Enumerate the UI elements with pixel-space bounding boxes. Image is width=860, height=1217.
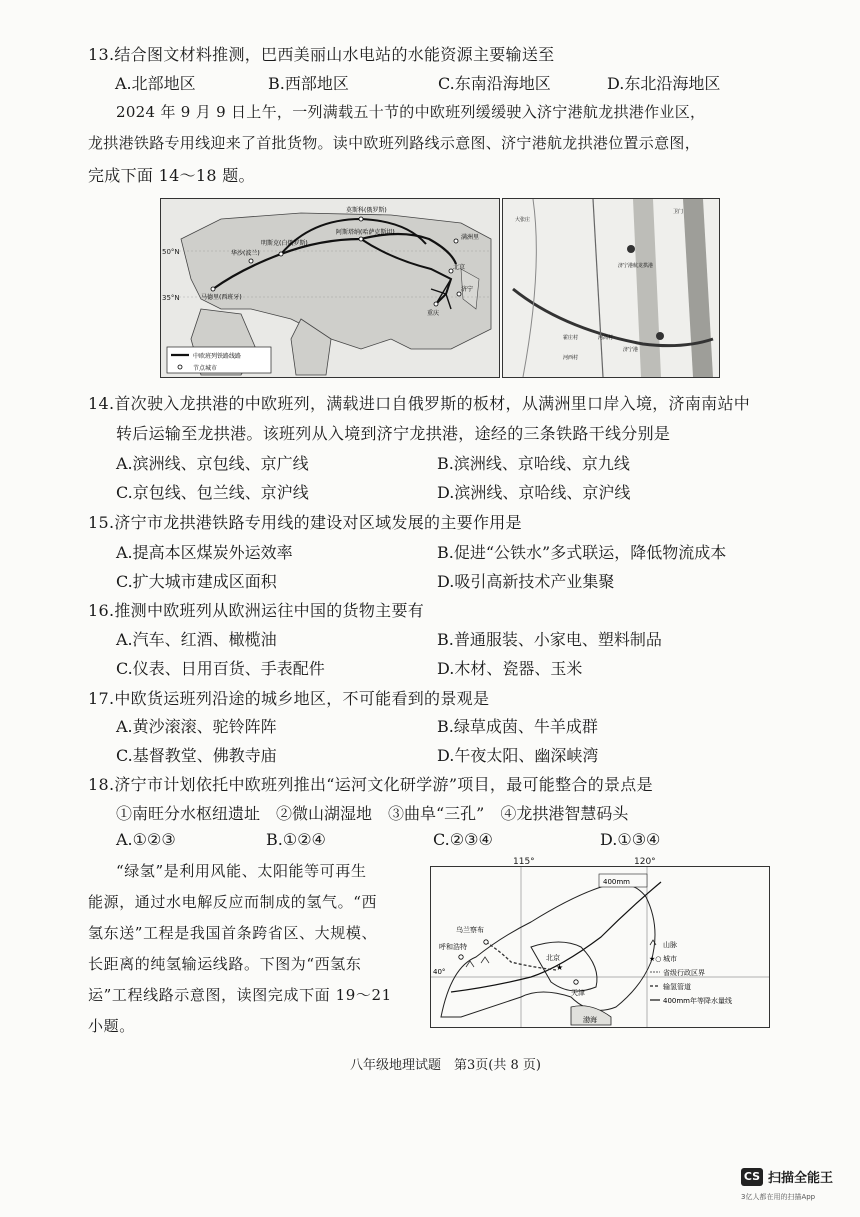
city-minsk: 明斯克(白俄罗斯) (261, 240, 308, 247)
lat-50n-label: 50°N (162, 248, 180, 256)
label-hegao: 河高村 (598, 335, 614, 341)
sea-bohai: 渤海 (583, 1016, 597, 1024)
q18-stem: 18.济宁市计划依托中欧班列推出“运河文化研学游”项目，最可能整合的景点是 (88, 775, 653, 794)
longgong-port-map (502, 198, 720, 378)
camscanner-name: 扫描全能王 (768, 1171, 834, 1186)
q18-option-b: B.①②④ (266, 830, 326, 849)
q14-option-a: A.滨洲线、京包线、京广线 (116, 454, 309, 473)
legend-hydrogen-pipeline: 输氢管道 (663, 983, 691, 991)
q14-option-d: D.滨洲线、京哈线、京沪线 (437, 483, 631, 502)
q13-option-b: B.西部地区 (268, 74, 349, 93)
lat-40-label: 40° (433, 968, 446, 976)
map3-lon120: 120° (634, 857, 656, 867)
hydrogen-pipeline-map (430, 866, 770, 1028)
label-huozhuang: 霍庄村 (563, 335, 579, 341)
q13-option-a: A.北部地区 (115, 74, 196, 93)
q18-option-a: A.①②③ (116, 830, 176, 849)
legend-isohyet: 400mm年等降水量线 (663, 997, 732, 1005)
label-weimen: 卫门 (673, 209, 684, 215)
passage1-line3: 完成下面 14～18 题。 (88, 166, 255, 185)
lat-35n-label: 35°N (162, 294, 180, 302)
page-footer: 八年级地理试题 第3页(共 8 页) (350, 1058, 541, 1073)
city-ulanqab: 乌兰察布 (456, 926, 484, 934)
q18-items: ①南旺分水枢纽遗址 ②微山湖湿地 ③曲阜“三孔” ④龙拱港智慧码头 (116, 804, 629, 823)
q16-option-a: A.汽车、红酒、橄榄油 (116, 630, 277, 649)
q13-stem: 13.结合图文材料推测，巴西美丽山水电站的水能资源主要输送至 (88, 45, 555, 64)
city-beijing: 北京 (453, 264, 466, 271)
passage1-line1: 2024 年 9 月 9 日上午，一列满载五十节的中欧班列缓缓驶入济宁港航龙拱港作业区， (116, 103, 706, 121)
china-europe-railway-map (160, 198, 500, 378)
legend-route-label: 中欧班列铁路线路 (193, 353, 242, 360)
city-chongqing: 重庆 (427, 310, 440, 317)
q13-option-d: D.东北沿海地区 (607, 74, 721, 93)
city-tianjin: 天津 (571, 989, 585, 997)
passage2-line5: 运”工程线路示意图，读图完成下面 19～21 (88, 986, 392, 1004)
q14-stem-line1: 14.首次驶入龙拱港的中欧班列，满载进口自俄罗斯的板材，从满洲里口岸入境，济南南站中 (88, 394, 751, 413)
q17-option-b: B.绿草成茵、牛羊成群 (437, 717, 598, 736)
q16-option-c: C.仪表、日用百货、手表配件 (116, 659, 325, 678)
map3-lon115: 115° (513, 857, 535, 867)
label-jining-port: 济宁港 (623, 347, 639, 353)
svg-text:★: ★ (556, 963, 564, 972)
q16-option-b: B.普通服装、小家电、塑料制品 (437, 630, 662, 649)
q17-option-a: A.黄沙滚滚、驼铃阵阵 (116, 717, 277, 736)
passage2-line6: 小题。 (88, 1017, 135, 1035)
svg-text:★○: ★○ (649, 955, 662, 963)
legend-province-boundary: 省级行政区界 (663, 969, 705, 977)
passage2-line1: “绿氢”是利用风能、太阳能等可再生 (116, 862, 367, 880)
label-dazhangzhuang: 大张庄 (515, 217, 531, 223)
q17-option-d: D.午夜太阳、幽深峡湾 (437, 746, 599, 765)
city-moscow: 莫斯科(俄罗斯) (346, 207, 387, 214)
passage2-line3: 氢东送”工程是我国首条跨省区、大规模、 (88, 924, 378, 942)
passage2-line2: 能源，通过水电解反应而制成的氢气。“西 (88, 893, 378, 911)
q16-option-d: D.木材、瓷器、玉米 (437, 659, 583, 678)
q14-option-c: C.京包线、包兰线、京沪线 (116, 483, 309, 502)
q15-option-a: A.提高本区煤炭外运效率 (116, 543, 293, 562)
q14-option-b: B.滨洲线、京哈线、京九线 (437, 454, 630, 473)
city-warsaw: 华沙(波兰) (231, 250, 260, 257)
q17-option-c: C.基督教堂、佛教寺庙 (116, 746, 277, 765)
label-hexi: 河西村 (563, 355, 579, 361)
city-jining: 济宁 (461, 286, 474, 293)
camscanner-tagline: 3亿人都在用的扫描App (741, 1193, 816, 1201)
label-jining-longgong-port: 济宁港航龙拱港 (618, 263, 654, 269)
legend-city-label: 节点城市 (193, 365, 218, 372)
camscanner-logo: CS (741, 1168, 763, 1186)
q15-option-c: C.扩大城市建成区面积 (116, 572, 277, 591)
q13-option-c: C.东南沿海地区 (438, 74, 551, 93)
q14-stem-line2: 转后运输至龙拱港。该班列从入境到济宁龙拱港，途经的三条铁路干线分别是 (116, 424, 671, 443)
q18-option-c: C.②③④ (433, 830, 493, 849)
q15-option-d: D.吸引高新技术产业集聚 (437, 572, 615, 591)
q17-stem: 17.中欧货运班列沿途的城乡地区，不可能看到的景观是 (88, 689, 490, 708)
q16-stem: 16.推测中欧班列从欧洲运往中国的货物主要有 (88, 601, 425, 620)
city-madrid: 马德里(西班牙) (201, 294, 242, 301)
legend-mountain: 山脉 (663, 941, 677, 949)
city-manzhouli: 满洲里 (461, 234, 480, 241)
isohyet-400mm-label: 400mm (603, 878, 630, 886)
q15-option-b: B.促进“公铁水”多式联运，降低物流成本 (437, 543, 727, 562)
q18-option-d: D.①③④ (600, 830, 661, 849)
q15-stem: 15.济宁市龙拱港铁路专用线的建设对区域发展的主要作用是 (88, 513, 522, 532)
city-astana: 阿斯塔纳(哈萨克斯坦) (336, 229, 395, 236)
passage2-line4: 长距离的纯氢输运线路。下图为“西氢东 (88, 955, 362, 973)
passage1-line2: 龙拱港铁路专用线迎来了首批货物。读中欧班列路线示意图、济宁港航龙拱港位置示意图， (88, 134, 701, 152)
legend-city: 城市 (663, 955, 677, 963)
city-hohhot: 呼和浩特 (439, 943, 467, 951)
city-beijing-map3: 北京 (546, 954, 560, 962)
